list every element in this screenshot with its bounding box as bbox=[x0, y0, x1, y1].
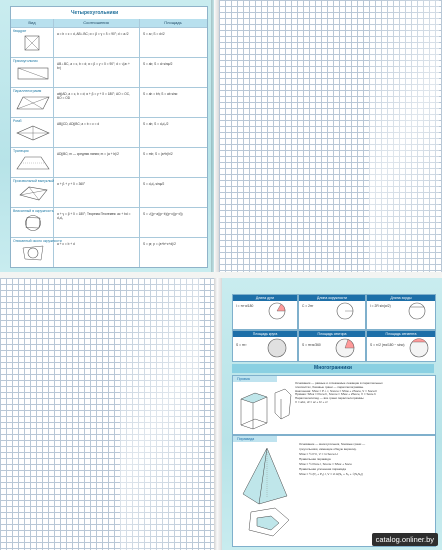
figure-area: S = mh; S = (a+b)h/2 bbox=[143, 152, 173, 156]
pyramid-formulas bbox=[299, 442, 431, 477]
formula-line: Основания — равные и отсекаемые лежащие в параллельных bbox=[295, 381, 383, 385]
table-row bbox=[11, 87, 207, 114]
spine-shadow bbox=[214, 278, 222, 550]
card-formula: l = 2R sin(α/2) bbox=[370, 304, 391, 308]
card-title: Площадь сегмента bbox=[367, 331, 435, 337]
table-header-area: Площадь bbox=[139, 19, 207, 27]
card-formula: C = 2πr bbox=[302, 304, 314, 308]
figure-name: Параллелограмм bbox=[13, 89, 42, 93]
top-notebook-spread bbox=[0, 0, 442, 272]
figure-area: S = √((p−a)(p−b)(p−c)(p−d)) bbox=[143, 212, 183, 216]
segment-area-icon bbox=[367, 337, 433, 359]
figure-properties: α + γ = β + δ = 180°; Теорема Птолемея: ac + bd = d₁d₂ bbox=[57, 212, 131, 220]
rhombus-figure-icon bbox=[15, 125, 51, 141]
prism-card bbox=[232, 375, 436, 435]
table-row bbox=[11, 237, 207, 264]
glare bbox=[120, 278, 200, 550]
pyramid-label: Пирамида bbox=[233, 436, 277, 442]
figure-area: S = pr, p = (a+b+c+d)/2 bbox=[143, 242, 176, 246]
table-header-props: Соотношения bbox=[53, 19, 139, 27]
glare bbox=[369, 0, 439, 272]
spine-shadow bbox=[211, 0, 219, 272]
pyramid-card bbox=[232, 435, 436, 547]
rectangle-figure-icon bbox=[15, 65, 51, 81]
table-row bbox=[11, 57, 207, 84]
formula-card bbox=[366, 330, 436, 362]
card-formula: S = πr² bbox=[236, 343, 247, 347]
formula-line: Параллелепипед — все грани параллелограммы bbox=[295, 396, 364, 401]
figure-properties: a = b = c = d, AB⊥BC; α = β = γ = δ = 90°; d = a√2 bbox=[57, 32, 129, 36]
prism-label: Призма bbox=[233, 376, 277, 382]
inscribed-quadrilateral-figure-icon bbox=[15, 215, 51, 231]
convex-quadrilateral-figure-icon bbox=[15, 185, 51, 201]
left-grid-page bbox=[0, 278, 214, 550]
formula-line: плоскостях, боковые грани — параллелограммы. bbox=[295, 384, 365, 389]
figure-name: Трапеция bbox=[13, 149, 29, 153]
formula-line: Правильная усеченная пирамида bbox=[299, 467, 346, 471]
card-formula: S = πr²α/360 bbox=[302, 343, 321, 347]
figure-area: S = ab; S = d² sinφ/2 bbox=[143, 62, 173, 66]
formula-line: Sбок = ½ P·h, V = ⅓ Sосн·H bbox=[299, 452, 338, 456]
figure-name: Произвольный выпуклый bbox=[13, 179, 55, 183]
figure-name: Прямоугольник bbox=[13, 59, 38, 63]
left-cover-page bbox=[0, 0, 214, 272]
table-row bbox=[11, 27, 207, 54]
section-title: Многогранники bbox=[232, 364, 434, 373]
card-title: Длина хорды bbox=[367, 295, 435, 301]
formula-line: Sбок = ½ (P₁ + P₂)·l, V = ⅓ H(S₁ + S₂ + √(S₁S₂)) bbox=[299, 472, 364, 476]
right-grid-page bbox=[219, 0, 442, 272]
card-title: Длина дуги bbox=[233, 295, 297, 301]
figure-properties: AD||BC; m — средняя линия; m = (a + b)/2 bbox=[57, 152, 119, 156]
figure-properties: ab||AD, a = c, b = d; α + β = γ + δ = 180°; AO = OC, BO = OD bbox=[57, 92, 130, 100]
card-title: Длина окружности bbox=[299, 295, 365, 301]
figure-properties: AB||CD, AD||BC; a = b = c = d bbox=[57, 122, 100, 126]
card-formula: l = πr·α/180 bbox=[236, 304, 254, 308]
trapezoid-figure-icon bbox=[15, 155, 51, 171]
formula-card bbox=[298, 330, 366, 362]
formula-card bbox=[232, 294, 298, 330]
formula-line: Правильная пирамида bbox=[299, 457, 331, 461]
figure-name: Вписанный в окружность bbox=[13, 209, 54, 213]
formula-line: треугольники, имеющие общую вершину. bbox=[299, 447, 357, 451]
square-figure-icon bbox=[15, 35, 51, 51]
figure-area: S = a²; S = d²/2 bbox=[143, 32, 165, 36]
figure-properties: α + β + γ + δ = 360° bbox=[57, 182, 86, 186]
table-row bbox=[11, 117, 207, 144]
figure-properties: AB⊥BC, a = c, b = d; α = β = γ = δ = 90°; d = √(a² + b²) bbox=[57, 62, 130, 70]
circumscribed-quadrilateral-figure-icon bbox=[15, 245, 51, 261]
formula-card bbox=[298, 294, 366, 330]
quadrilaterals-table bbox=[10, 6, 208, 268]
card-title: Площадь сектора bbox=[299, 331, 365, 337]
figure-area: S = ah = bh; S = ab sinα bbox=[143, 92, 178, 96]
formula-line: Sбок = ½ Pосн·l, Sполн = Sбок + Sосн bbox=[299, 462, 352, 466]
parallelogram-figure-icon bbox=[15, 95, 51, 111]
table-header-figure: Вид bbox=[11, 19, 53, 27]
prism-figure-icon bbox=[237, 385, 293, 431]
right-cover-page bbox=[222, 278, 442, 550]
table-row bbox=[11, 207, 207, 234]
prism-formulas bbox=[295, 382, 431, 405]
sector-area-icon bbox=[299, 337, 363, 359]
bottom-notebook-spread bbox=[0, 278, 442, 550]
figure-name: Квадрат bbox=[13, 29, 27, 33]
figure-area: S = ah; S = d₁d₂/2 bbox=[143, 122, 169, 126]
card-formula: S = r²/2 (πα/180 − sinα) bbox=[370, 343, 405, 347]
formula-card bbox=[366, 294, 436, 330]
figure-area: S = d₁d₂ sinφ/2 bbox=[143, 182, 165, 186]
figure-name: Описанный около окружности bbox=[13, 239, 62, 243]
figure-properties: a + c = b + d bbox=[57, 242, 75, 246]
card-title: Площадь круга bbox=[233, 331, 297, 337]
watermark: catalog.onliner.by bbox=[372, 533, 438, 546]
table-row bbox=[11, 147, 207, 174]
table-title: Четырехугольники bbox=[71, 10, 119, 16]
formula-card bbox=[232, 330, 298, 362]
formula-line: Основание — многоугольник, боковые грани — bbox=[299, 442, 366, 446]
formula-line: Наклонная: Sбок = P⊥·l, Sполн = Sбок + 2Sосн, V = Sосн·h bbox=[295, 388, 378, 393]
figure-name: Ромб bbox=[13, 119, 22, 123]
circle-area-icon bbox=[233, 337, 295, 359]
formula-line: Прямая: Sбок = Pосн·h, Sполн = Sбок + 2Sосн, V = Sосн·h bbox=[295, 392, 376, 397]
pyramid-figure-icon bbox=[237, 446, 299, 542]
formula-line: V = abc, d² = a² + b² + c² bbox=[295, 399, 328, 404]
table-row bbox=[11, 177, 207, 204]
